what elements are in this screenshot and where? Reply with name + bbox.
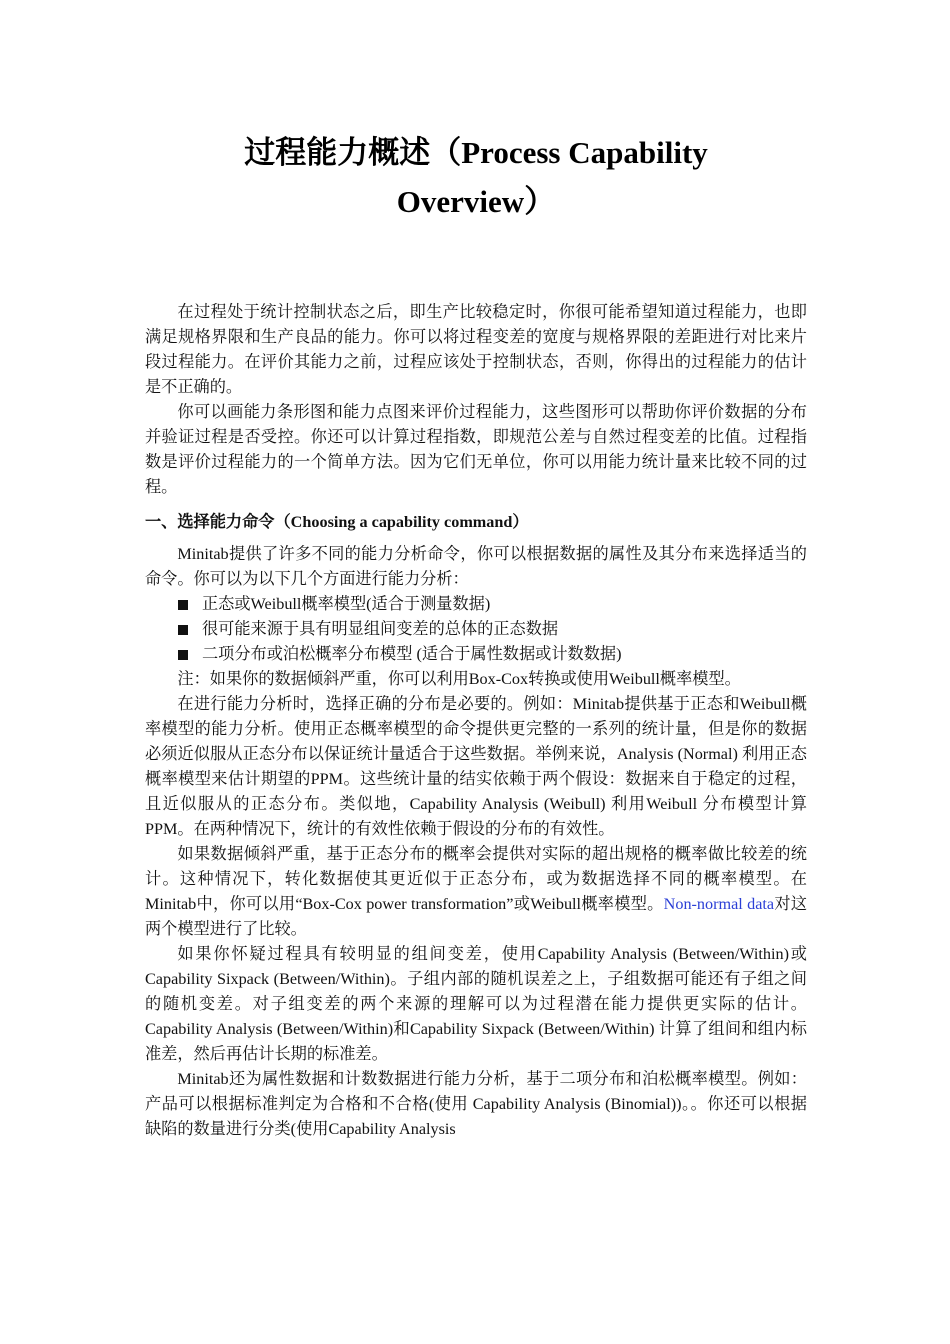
- square-bullet-icon: [178, 625, 188, 635]
- section-paragraph-2: 在进行能力分析时，选择正确的分布是必要的。例如：Minitab提供基于正态和Weibull概率模型的能力分析。使用正态概率模型的命令提供更完整的一系列的统计量，但是你的数据必须近似服从正态分布以保证统计量适合于这些数据。举例来说，Analysis (Normal) 利用正态概率模型来估计期望的PPM。这些统计量的结实依赖于两个假设：数据来自于稳定的过程，且近似服从的正态分布。类似地，Capability Analysis (Weibull) 利用Weibull 分布模型计算PPM。在两种情况下，统计的有效性依赖于假设的分布的有效性。: [145, 695, 807, 838]
- note-paragraph: 注：如果你的数据倾斜严重，你可以利用Box-Cox转换或使用Weibull概率模型。: [177, 670, 741, 688]
- bullet-text: 二项分布或泊松概率分布模型 (适合于属性数据或计数数据): [202, 645, 622, 663]
- paragraph-3-text-before: 如果数据倾斜严重，基于正态分布的概率会提供对实际的超出规格的概率做比较差的统计。这种情况下，转化数据使其更近似于正态分布，或为数据选择不同的概率模型。在Minitab中，你可以用“Box-Cox power transformation”或Weibull概率模型。: [145, 845, 807, 913]
- paragraph-3-text-after: 对这两个模型进行了比较。: [145, 895, 807, 938]
- title-line-2: Overview）: [396, 184, 556, 219]
- bullet-item: [145, 617, 807, 642]
- intro-paragraph-2: 你可以画能力条形图和能力点图来评价过程能力，这些图形可以帮助你评价数据的分布并验证过程是否受控。你还可以计算过程指数，即规范公差与自然过程变差的比值。过程指数是评价过程能力的一个简单方法。因为它们无单位，你可以用能力统计量来比较不同的过程。: [145, 403, 807, 496]
- bullet-text: 很可能来源于具有明显组间变差的总体的正态数据: [202, 620, 559, 638]
- non-normal-data-link[interactable]: Non-normal data: [663, 895, 775, 913]
- section-paragraph-4: 如果你怀疑过程具有较明显的组间变差，使用Capability Analysis (Between/Within)或 Capability Sixpack (Between/Within)。子组内部的随机误差之上，子组数据可能还有子组之间的随机变差。对子组变差的两个来源的理解可以为过程潜在能力提供更实际的估计。Capability Analysis (Between/Within)和Capability Sixpack (Between/Within) 计算了组间和组内标准差，然后再估计长期的标准差。: [145, 945, 807, 1063]
- section-paragraph-5: Minitab还为属性数据和计数数据进行能力分析，基于二项分布和泊松概率模型。例如：产品可以根据标准判定为合格和不合格(使用 Capability Analysis (Binomial))。。你还可以根据缺陷的数量进行分类(使用Capability Analysis: [145, 1070, 807, 1138]
- square-bullet-icon: [178, 650, 188, 660]
- section-paragraph-3: [145, 842, 807, 942]
- bullet-item: [145, 642, 807, 667]
- title-line-1: 过程能力概述（Process Capability: [244, 135, 708, 170]
- intro-paragraph-1: 在过程处于统计控制状态之后，即生产比较稳定时，你很可能希望知道过程能力，也即满足规格界限和生产良品的能力。你可以将过程变差的宽度与规格界限的差距进行对比来片段过程能力。在评价其能力之前，过程应该处于控制状态，否则，你得出的过程能力的估计是不正确的。: [145, 303, 807, 396]
- section-heading: 一、选择能力命令（Choosing a capability command）: [145, 513, 529, 531]
- section-paragraph-1: Minitab提供了许多不同的能力分析命令，你可以根据数据的属性及其分布来选择适当的命令。你可以为以下几个方面进行能力分析：: [145, 545, 807, 588]
- square-bullet-icon: [178, 600, 188, 610]
- document-body: [145, 300, 807, 1142]
- bullet-item: [145, 592, 807, 617]
- page-title: [145, 128, 807, 226]
- bullet-text: 正态或Weibull概率模型(适合于测量数据): [202, 595, 491, 613]
